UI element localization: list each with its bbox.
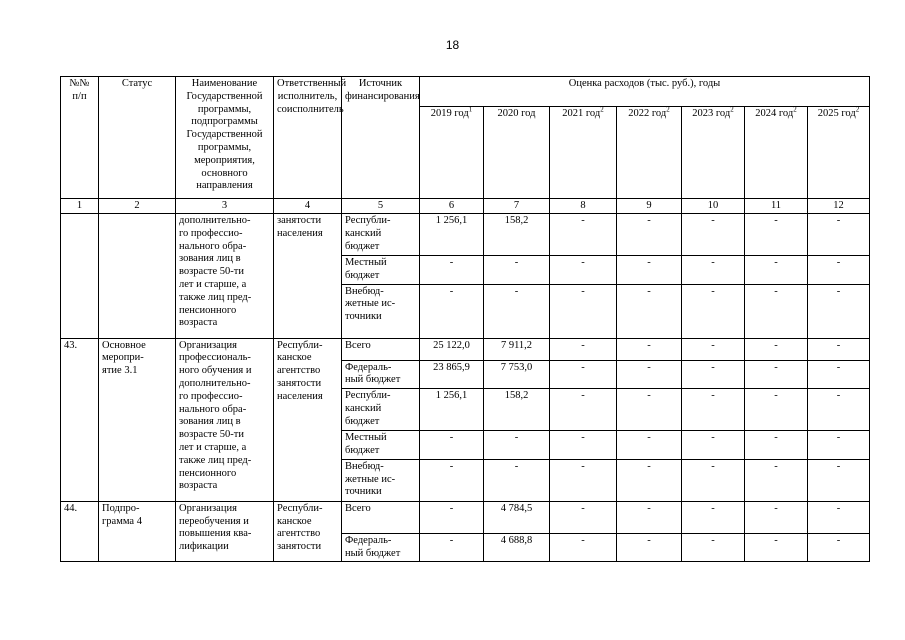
header-year-label: 2024 год [755,108,794,119]
header-year [420,107,484,199]
row-name: дополнительно- го профессио- нального обра- зования лиц в возрасте 50-ти лет и старше, а также лиц пред- пенсионного возраста [176,214,274,339]
expense-value: - [745,501,808,533]
expense-value: - [745,256,808,285]
header-year-label: 2020 год [497,108,536,119]
column-number: 1 [61,199,99,214]
header-year-label: 2025 год [817,108,856,119]
row-executor: занятости населения [274,214,342,339]
header-status: Статус [99,77,176,199]
funding-source: Местный бюджет [342,431,420,460]
expense-value: - [808,284,870,338]
expense-value: - [550,284,617,338]
expense-value: 7 753,0 [484,360,550,389]
expense-value: - [420,256,484,285]
expense-value: - [550,256,617,285]
expense-value: - [550,533,617,562]
header-executor: Ответственный исполнитель, соисполнитель [274,77,342,199]
footnote-mark: 2 [600,105,604,114]
expense-value: - [617,338,682,360]
column-number: 8 [550,199,617,214]
expense-value: - [484,459,550,501]
table-header [61,77,870,214]
expense-value: - [682,256,745,285]
expense-value: - [617,256,682,285]
header-year-label: 2022 год [628,108,667,119]
expense-value: - [745,360,808,389]
header-year [550,107,617,199]
column-number: 11 [745,199,808,214]
header-year [682,107,745,199]
expense-value: 25 122,0 [420,338,484,360]
expense-value: 7 911,2 [484,338,550,360]
column-number: 6 [420,199,484,214]
footnote-mark: 2 [793,105,797,114]
column-number: 7 [484,199,550,214]
header-name: Наименование Государственной программы, подпрограммы Государственной программы, мероприятия, основного направления [176,77,274,199]
column-number: 12 [808,199,870,214]
row-executor: Республи- канское агентство занятости населения [274,338,342,501]
expense-value: - [550,431,617,460]
row-status: Основное меропри- ятие 3.1 [99,338,176,501]
expense-value: 158,2 [484,389,550,431]
table-row [61,501,870,533]
expense-value: - [420,431,484,460]
expense-value: - [682,501,745,533]
funding-source: Местный бюджет [342,256,420,285]
expense-value: - [808,431,870,460]
expense-value: - [550,360,617,389]
table-row [61,214,870,256]
expense-value: - [745,533,808,562]
expense-value: - [682,360,745,389]
header-estimate: Оценка расходов (тыс. руб.), годы [420,77,870,107]
header-year-label: 2023 год [692,108,731,119]
funding-source: Республи- канский бюджет [342,389,420,431]
column-number: 2 [99,199,176,214]
row-number [61,214,99,339]
expense-value: - [808,338,870,360]
expense-value: - [745,389,808,431]
expense-value: - [617,533,682,562]
expense-value: - [745,214,808,256]
row-executor: Республи- канское агентство занятости [274,501,342,562]
expense-value: - [617,431,682,460]
expense-value: - [745,459,808,501]
column-number: 9 [617,199,682,214]
header-source: Источник финансирования [342,77,420,199]
expense-value: - [808,501,870,533]
page-number: 18 [445,38,460,52]
expense-value: - [617,501,682,533]
expense-value: - [550,338,617,360]
header-year-label: 2019 год [430,108,469,119]
expense-value: - [682,533,745,562]
expense-value: - [682,389,745,431]
column-number-row [61,199,870,214]
expense-value: - [550,501,617,533]
expense-value: - [808,459,870,501]
funding-source: Федераль- ный бюджет [342,360,420,389]
funding-source: Всего [342,338,420,360]
expense-value: - [808,533,870,562]
expense-value: - [745,431,808,460]
expense-value: - [550,459,617,501]
expense-value: 23 865,9 [420,360,484,389]
funding-source: Всего [342,501,420,533]
expense-value: - [745,284,808,338]
expense-value: - [617,284,682,338]
footnote-mark: 2 [730,105,734,114]
expense-value: 4 784,5 [484,501,550,533]
row-number: 43. [61,338,99,501]
funding-source: Внебюд- жетные ис- точники [342,284,420,338]
row-status [99,214,176,339]
header-year-label: 2021 год [562,108,601,119]
expense-value: - [808,360,870,389]
expense-value: - [682,284,745,338]
header-year [484,107,550,199]
expense-value: - [682,338,745,360]
footnote-mark: 2 [855,105,860,114]
row-name: Организация профессиональ- ного обучения и дополнительно- го профессио- нального обра- зования лиц в возрасте 50-ти лет и старше, а также лиц пред- пенсионного возраста [176,338,274,501]
footnote-mark: 2 [666,105,670,114]
header-num: №№ п/п [61,77,99,199]
expense-value: 1 256,1 [420,389,484,431]
expense-value: - [484,431,550,460]
table-body [61,214,870,562]
row-status: Подпро- грамма 4 [99,501,176,562]
expense-value: - [617,214,682,256]
expense-value: - [550,214,617,256]
expense-value: - [617,360,682,389]
column-number: 5 [342,199,420,214]
expense-value: - [682,214,745,256]
header-year [617,107,682,199]
budget-table [60,76,870,562]
funding-source: Республи- канский бюджет [342,214,420,256]
expense-value: 158,2 [484,214,550,256]
header-year [745,107,808,199]
header-year [808,107,870,199]
funding-source: Внебюд- жетные ис- точники [342,459,420,501]
expense-value: - [808,256,870,285]
footnote-mark: 1 [468,105,473,114]
expense-value: - [808,214,870,256]
expense-value: - [617,389,682,431]
table-row [61,338,870,360]
expense-value: - [420,533,484,562]
funding-source: Федераль- ный бюджет [342,533,420,562]
expense-value: - [682,431,745,460]
expense-value: - [745,338,808,360]
expense-value: - [484,256,550,285]
column-number: 3 [176,199,274,214]
expense-value: - [420,501,484,533]
column-number: 4 [274,199,342,214]
expense-value: - [420,459,484,501]
expense-value: - [682,459,745,501]
expense-value: - [808,389,870,431]
expense-value: - [550,389,617,431]
expense-value: 1 256,1 [420,214,484,256]
row-number: 44. [61,501,99,562]
expense-value: - [420,284,484,338]
expense-value: - [484,284,550,338]
row-name: Организация переобучения и повышения ква- лификации [176,501,274,562]
expense-value: 4 688,8 [484,533,550,562]
expense-value: - [617,459,682,501]
column-number: 10 [682,199,745,214]
